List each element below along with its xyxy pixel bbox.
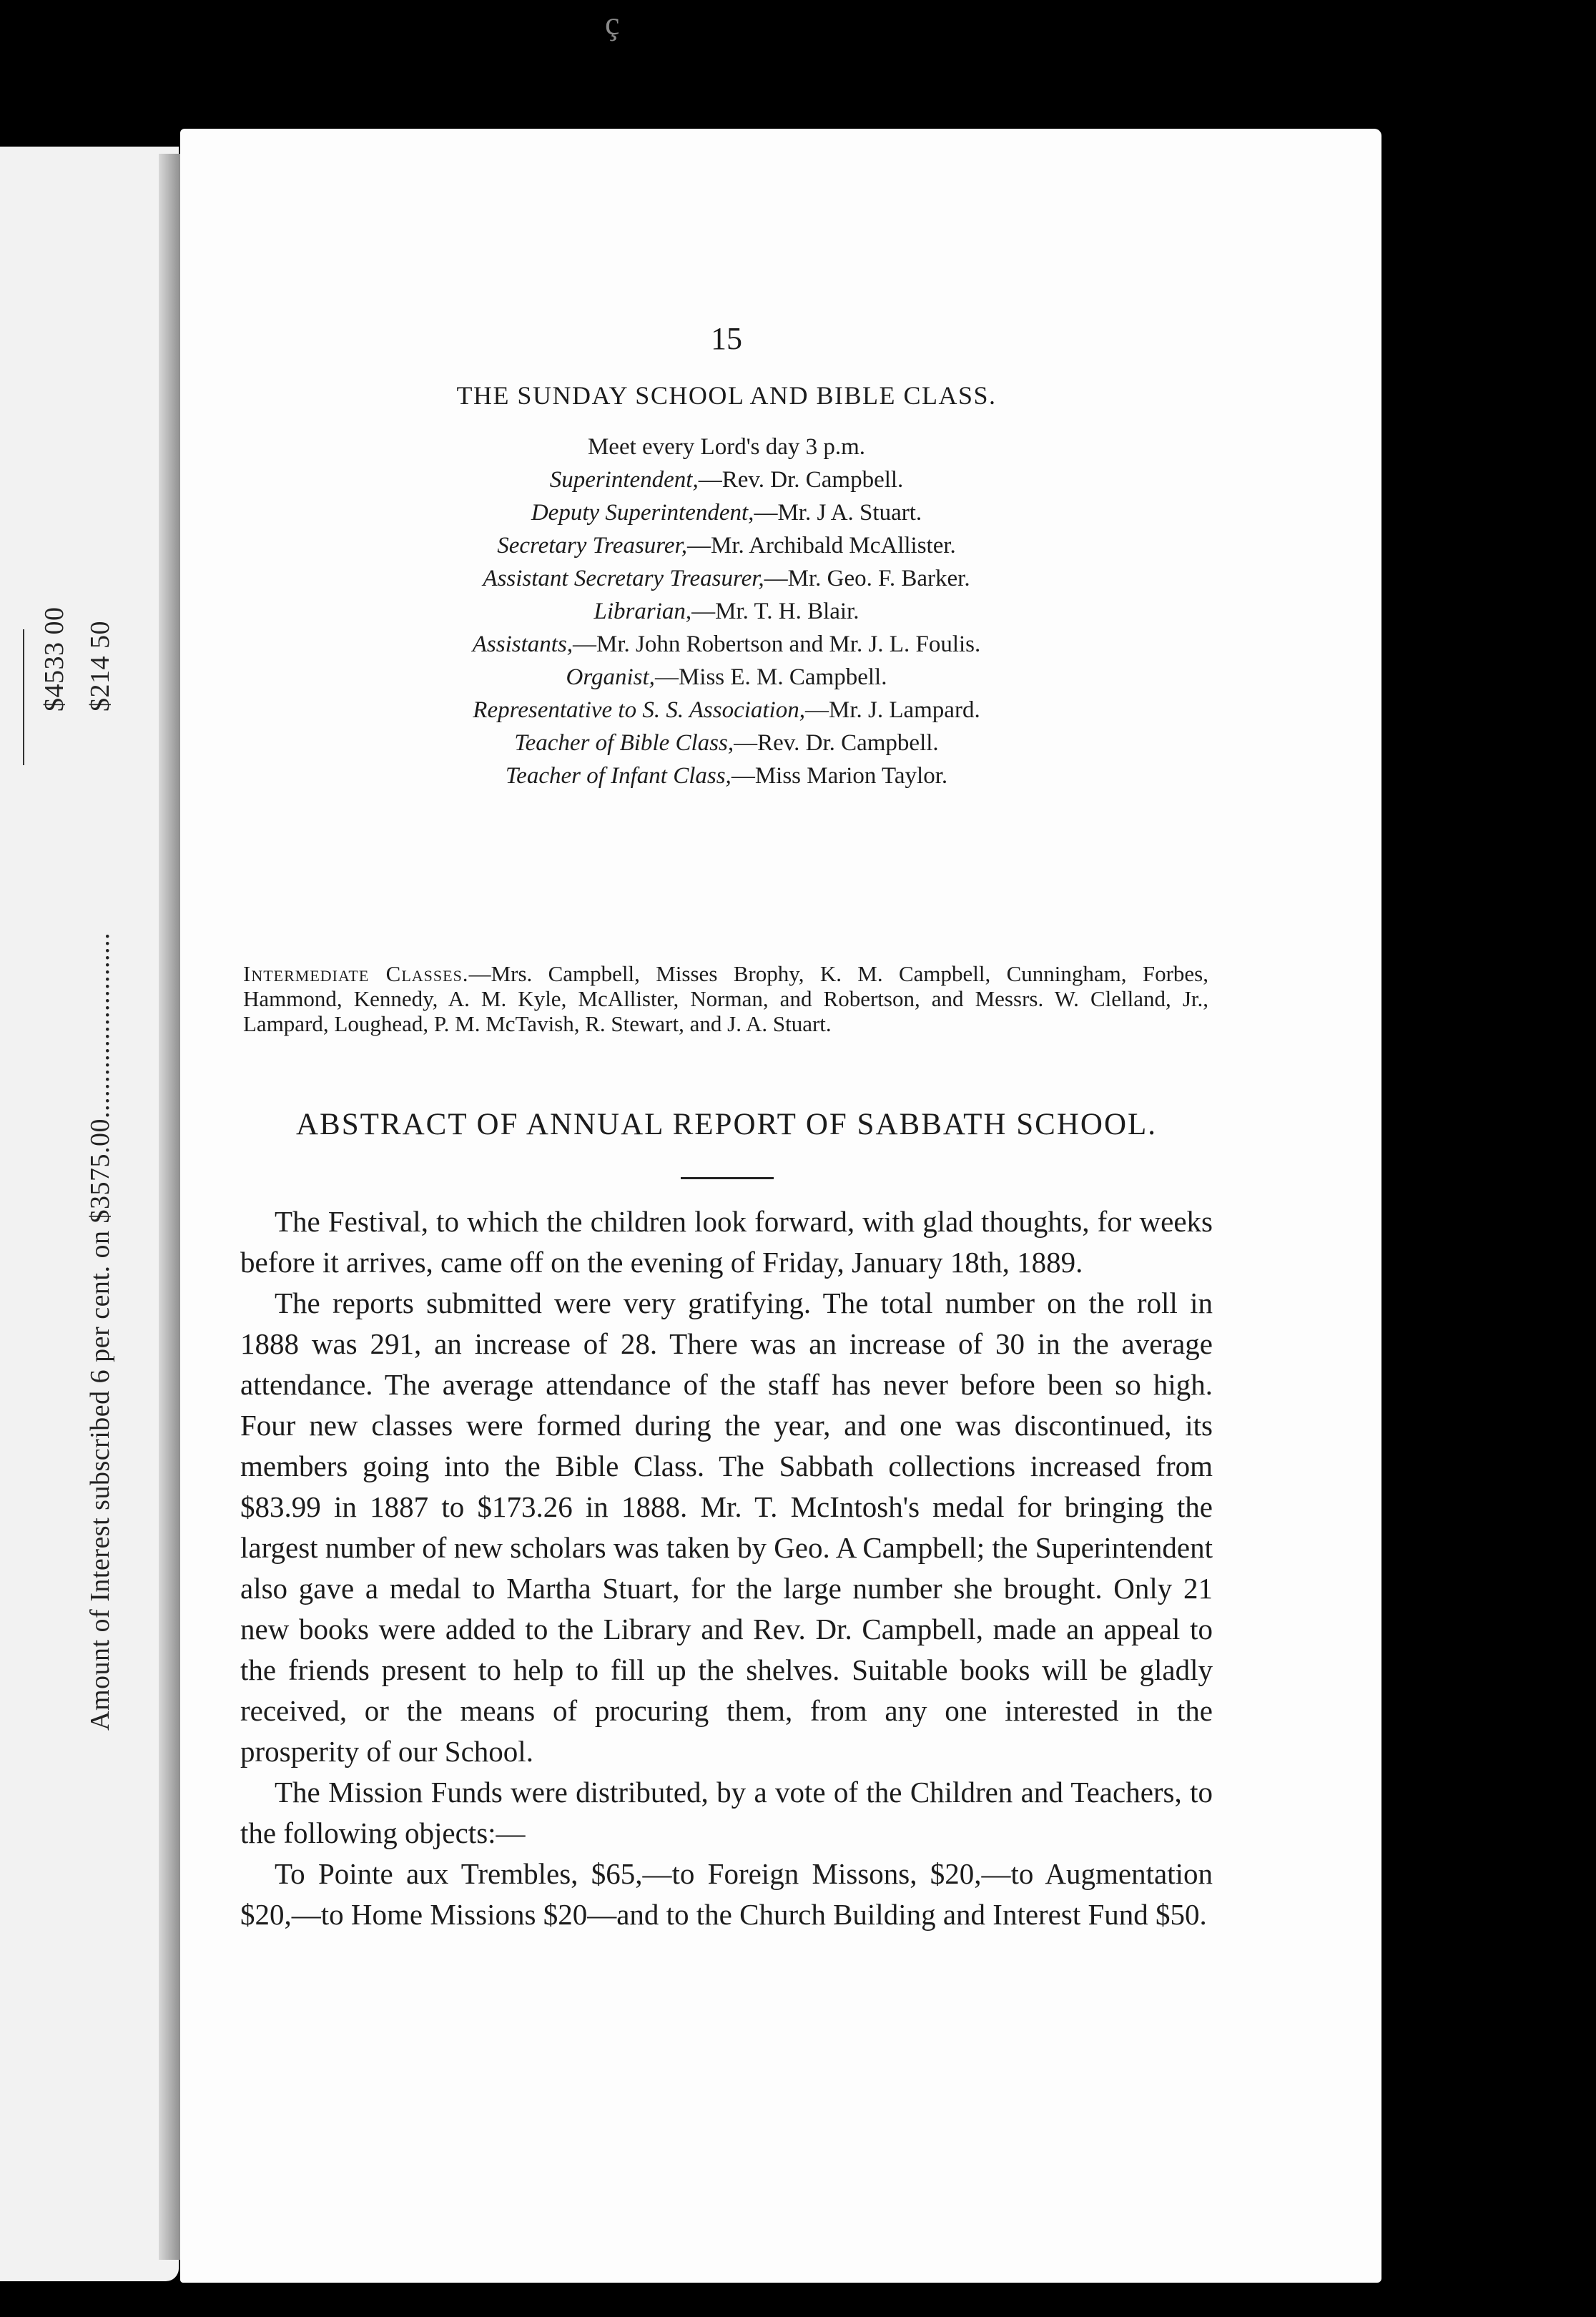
- paragraph-distribution: To Pointe aux Trembles, $65,—to Foreign Missons, $20,—to Augmentation $20,—to Home Missions $20—and to the Church Building and Interest Fund $50.: [240, 1857, 1213, 1931]
- abstract-title: ABSTRACT OF ANNUAL REPORT OF SABBATH SCHOOL.: [295, 1108, 1158, 1141]
- facing-page-amount-above: $4533 00: [39, 606, 69, 712]
- meeting-time: Meet every Lord's day 3 p.m.: [587, 434, 866, 460]
- intermediate-label: Intermediate Classes.: [243, 961, 469, 986]
- page-number: 15: [711, 321, 742, 356]
- officer-line: [240, 595, 1213, 628]
- intermediate-teachers: —Mrs. Campbell, Misses Brophy, K. M. Campbell, Cunningham, Forbes, Hammond, Kennedy, A. M. Kyle, McAllister, Norman, and Robertson, and Messrs. W. Clelland, Jr., Lampard, Loughead, P. M. McTavish, R. Stewart, and J. A. Stuart.: [243, 961, 1209, 1036]
- officer-name: —Miss E. M. Campbell.: [654, 664, 887, 690]
- officer-name: —Mr. John Robertson and Mr. J. L. Foulis.: [573, 631, 981, 657]
- officer-role: Teacher of Infant Class,: [505, 763, 732, 789]
- title-rule: [681, 1177, 774, 1179]
- facing-page-sum-rule: [23, 629, 24, 765]
- report-body: [240, 1201, 1213, 1935]
- facing-page-interest-line: Amount of Interest subscribed 6 per cent. on $3575.00..........................: [85, 933, 115, 1731]
- facing-page-amount: $214 50: [85, 621, 115, 712]
- officer-name: —Mr. J A. Stuart.: [754, 500, 922, 526]
- officer-line: [240, 529, 1213, 562]
- officer-line: [240, 463, 1213, 496]
- officer-name: —Rev. Dr. Campbell.: [698, 467, 904, 493]
- officer-role: Secretary Treasurer,: [497, 533, 687, 559]
- paragraph-mission-funds: The Mission Funds were distributed, by a vote of the Children and Teachers, to the following objects:—: [240, 1776, 1213, 1849]
- officer-role: Assistant Secretary Treasurer,: [483, 566, 764, 591]
- paragraph-festival: The Festival, to which the children look forward, with glad thoughts, for weeks before it arrives, came off on the evening of Friday, January 18th, 1889.: [240, 1205, 1213, 1279]
- section-title: THE SUNDAY SCHOOL AND BIBLE CLASS.: [456, 381, 997, 410]
- officer-name: —Miss Marion Taylor.: [731, 763, 948, 789]
- officer-line: [240, 431, 1213, 463]
- officer-line: [240, 562, 1213, 595]
- officer-name: —Mr. Geo. F. Barker.: [764, 566, 970, 591]
- officer-role: Representative to S. S. Association,: [473, 697, 805, 723]
- facing-page-rotated-text: [39, 606, 116, 1731]
- officer-role: Teacher of Bible Class,: [514, 730, 734, 756]
- document-page: [180, 129, 1381, 2283]
- officer-role: Superintendent,: [549, 467, 699, 493]
- officer-name: —Rev. Dr. Campbell.: [734, 730, 939, 756]
- officers-list: [240, 431, 1213, 792]
- officer-role: Organist,: [566, 664, 655, 690]
- officer-role: Assistants,: [472, 631, 573, 657]
- officer-line: [240, 727, 1213, 759]
- officer-name: —Mr. T. H. Blair.: [691, 599, 859, 624]
- paragraph-reports: The reports submitted were very gratifying. The total number on the roll in 1888 was 291, an increase of 28. There was an increase of 30 in the average attendance. The average attendance of the staff has never before been so high. Four new classes were formed during the year, and one was discontinued, its members going into the Bible Class. The Sabbath collections increased from $83.99 in 1887 to $173.26 in 1888. Mr. T. McIntosh's medal for bringing the largest number of new scholars was taken by Geo. A Campbell; the Superintendent also gave a medal to Martha Stuart, for the large number she brought. Only 21 new books were added to the Library and Rev. Dr. Campbell, made an appeal to the friends present to help to fill up the shelves. Suitable books will be gladly received, or the means of procuring them, from any one interested in the prosperity of our School.: [240, 1287, 1213, 1768]
- officer-line: [240, 628, 1213, 661]
- officer-line: [240, 759, 1213, 792]
- officer-line: [240, 496, 1213, 529]
- officer-name: —Mr. J. Lampard.: [804, 697, 980, 723]
- intermediate-classes: [243, 961, 1208, 1036]
- scan-mark: ç: [605, 5, 620, 41]
- officer-line: [240, 661, 1213, 694]
- officer-name: —Mr. Archibald McAllister.: [687, 533, 956, 559]
- officer-role: Librarian,: [593, 599, 692, 624]
- officer-line: [240, 694, 1213, 727]
- officer-role: Deputy Superintendent,: [531, 500, 754, 526]
